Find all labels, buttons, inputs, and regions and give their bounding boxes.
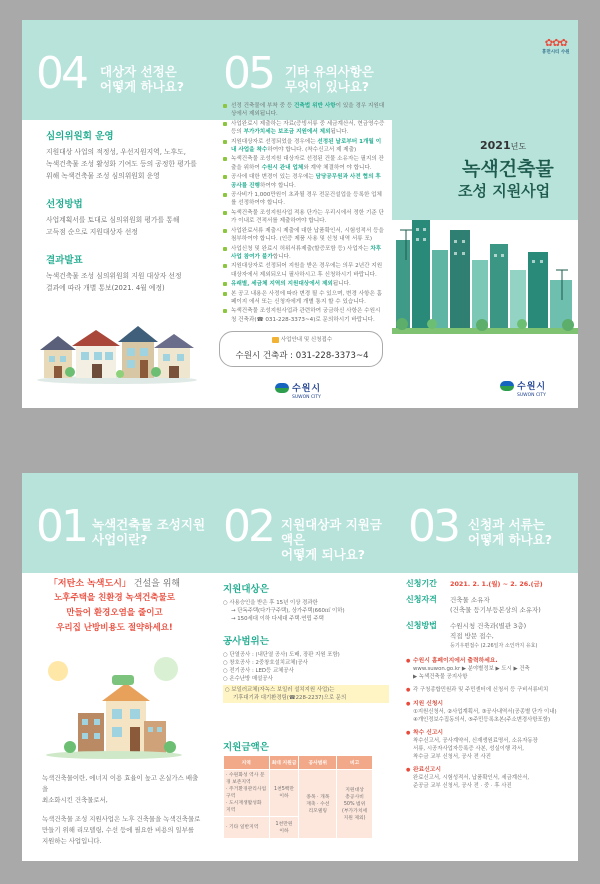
section-title: 지원대상과 지원금액은 어떻게 되나요?	[281, 517, 382, 562]
apply-method: 신청방법 수원시청 건축과(별관 3층) 직접 방문 접수, 등기우편접수 (2.26일자 소인까지 유효)	[406, 621, 538, 649]
slogan: 「저탄소 녹색도시」 건설을 위해 노후주택을 친환경 녹색건축물로 만들어 환경오염을 줄이고 우리집 난방비용도 절약하세요!	[48, 579, 181, 633]
section-number: 04	[36, 48, 86, 99]
s02-content: 지원대상은 ○ 사용승인을 받은 후 15년 이상 경과한 → 단독주택(다가구주택), 상가주택(660㎡ 이하) → 150세대 이하 다세대 주택·연립 주택 공사범위는 ○ 단열공사 : (내단열 공사) 도배, 장판 지원 포함) ○ 창호공사 : 2중창호설치교체)공사 ○ 전기공사 : LED등 교체공사 ○ 온수난방 매설공사 ○ 보일러교체(자녹스 보일러 설치지원 사업)는 기후대기과 대기환경팀(☎228-2237)으로 문의	[223, 581, 389, 703]
cover-title-2: 조성 지원사업	[458, 182, 551, 200]
people-icon: ✿✿✿	[544, 38, 567, 49]
note-item: 지원대상자로 선정되어 지원을 받은 경우에는 의무 2년간 지원대상자에서 제외되오니 필사하시고 후 신청하시기 바랍니다.	[223, 262, 385, 279]
note-item: 녹색건축물 조성지원사업 적용 단가는 우리시에서 정한 기준 단가 이내로 견적서를 제출하여야 합니다.	[223, 209, 385, 226]
contact-box	[219, 331, 383, 367]
section-title: 대상자 선정은 어떻게 하나요?	[100, 64, 185, 94]
note-item: 공사비가 1,000만원이 초과될 경우 전문건설업을 등록한 업체를 선정하여야 합니다.	[223, 191, 385, 208]
apply-qualification: 신청자격 건축물 소유자 (건축물 등기부등본상의 소유자)	[406, 595, 541, 614]
houses-illustration	[34, 316, 200, 386]
note-item: 공사에 대한 변경이 있는 경우에는 담당공무원과 사전 협의 후 공사를 진행하여야 합니다.	[223, 173, 385, 190]
docs-complete: ● 완료신고시 완료신고서, 시험성적서, 납품확인서, 세금계산서, 준공금 교부 신청서, 공사 전 · 중 · 후 사진	[406, 766, 574, 790]
note-item: 지원대상자로 선정되었을 경우에는 선정된 날로부터 1개월 이내 사업을 착수하여야 합니다. (착수신고서 제 제출)	[223, 138, 385, 155]
note-item: 유래별, 세금체 지역의 지원대상에서 제외됩니다.	[223, 280, 385, 288]
s01-description: 녹색건축물이란, 에너지 이용 효율이 높고 온실가스 배출을 최소화시킨 건축물로서, 녹색건축물 조성 지원사업은 노후 건축물을 녹색건축물로 만들기 위해 리모델링, 수선 등에 필요한 비용의 일부를 지원하는 사업입니다.	[42, 774, 201, 845]
panel-03	[392, 473, 578, 861]
notes-list	[223, 102, 385, 325]
suwon-logo: 수원시 SUWON CITY	[275, 376, 321, 400]
panel-05	[207, 20, 392, 408]
download-note: ● 수원시 홈페이지에서 출력하세요. www.suwon.go.kr ▶ 분야별정보 ▶ 도시 ▶ 건축 ▶ 녹색건축물 공지사항	[406, 657, 574, 681]
note-item: 사업완료서류 제출시 제출에 대한 납품확인서, 시험성적서 등을 첨부하여야 합니다. (인증 제품 사용 및 신청 내역 서류 포)	[223, 227, 385, 244]
section-title: 기타 유의사항은 무엇이 있나요?	[285, 64, 374, 94]
suwon-logo-mark-icon	[500, 381, 514, 391]
result-section: 결과발표 녹색건축물 조성 심의위원회 지원 대상자 선정 결과에 따라 개별 통보(2021. 4월 예정)	[46, 255, 182, 292]
section-title: 녹색건축물 조성지원 사업이란?	[92, 517, 206, 547]
s04-content	[46, 128, 206, 294]
city-illustration	[392, 200, 578, 350]
apply-period: 신청기간 2021. 2. 1.(월) ~ 2. 26.(금)	[406, 579, 543, 588]
cover-title-1: 녹색건축물	[462, 158, 554, 180]
note-item: 본 공고 내용은 사정에 따라 변경 될 수 있으며, 변경 사항은 홈페이지 에서 또는 신청자에게 개별 통지 할 수 있습니다.	[223, 290, 385, 307]
method-section: 선정방법 사업계획서를 토대로 심의위원회 평가를 통해 고득점 순으로 지원대상자 선정	[46, 199, 180, 236]
green-house-illustration	[44, 651, 184, 759]
section-number: 01	[36, 501, 86, 552]
section-number: 02	[223, 501, 273, 552]
note-item: 사업신청 및 완료시 허위서류제출(할증포함 등) 사업자는 차후 사업 참여가 불가합니다.	[223, 245, 385, 262]
note-item: 선정 건축물에 부착 중 등 건축법 위반 사항이 있을 경우 지원대상에서 제외됩니다.	[223, 102, 385, 119]
section-number: 05	[223, 48, 273, 99]
brochure-inside	[22, 473, 578, 861]
s03-content	[406, 579, 574, 790]
cover-year: 2021년도	[480, 139, 527, 152]
committee-section: 심의위원회 운영 지원대상 사업의 적정성, 우선지원지역, 노후도, 녹색건축물 조성 활성화 기여도 등의 공정한 평가를 위해 녹색건축물 조성 심의위원회 운영	[46, 131, 197, 180]
docs-apply: ● 지원 신청시 ①지원신청서, ②사업계획서, ③공사내역서(공종별 단가 이내) ④개인정보수집동의서, ⑤주민등록초본(주소변경사항포함)	[406, 700, 574, 724]
suwon-logo-mark-icon	[275, 383, 289, 393]
grant-table: 지역 최대 지원금 공사범위 비고 · 수원화성 역사 문경 보존지역 · 주거환경관리사업구역 · 도시재생활성화 지역 1천5백만 이하 종목 · 개목 재축 · 수선 리모델링 지원대상 총공사비 50% 범위 (부가가치세 지원 제외) · 기타 일반지역 1천만원 이하	[223, 755, 373, 839]
panel-01	[22, 473, 207, 861]
note-item: 사업완료시 제출하는 자료(증빙서류 중 세금계산서, 현금영수증 등의 부가가치세는 보조금 지원에서 제외됩니다.	[223, 120, 385, 137]
section-number: 03	[408, 501, 458, 552]
brochure-outside	[22, 20, 578, 408]
section-title: 신청과 서류는 어떻게 하나요?	[468, 517, 553, 547]
contact-label: 사업안내 및 신청접수	[220, 335, 384, 343]
boiler-note: ○ 보일러교체(자녹스 보일러 설치지원 사업)는 기후대기과 대기환경팀(☎228-2237)으로 문의	[223, 685, 389, 703]
envelope-icon	[272, 337, 279, 343]
cover-panel	[392, 20, 578, 408]
docs-start: ● 착수 신고시 착수신고서, 공사계약서, 신재생원료명서, 소유자동장 서류, 시공자사업자등록증 사본, 성실이행 각서, 착수금 교부 신청서, 공사 전 사진	[406, 729, 574, 761]
note-item: 녹색건축물 조성지원사업과 관련하여 궁금하신 사항은 수원시청 건축과(☎ 031-228-3373~4)로 문의하시기 바랍니다.	[223, 307, 385, 324]
office-note: ● 각 구청종합민원과 및 주민센터에 신청서 등 구비서류비치	[406, 686, 574, 694]
panel-04	[22, 20, 207, 408]
suwon-logo: 수원시 SUWON CITY	[500, 374, 546, 398]
panel-02: 02 지원대상과 지원금액은 어떻게 되나요? 지원대상은 ○ 사용승인을 받은 후 15년 이상 경과한 → 단독주택(다가구주택), 상가주택(660㎡ 이하) → 150세대 이하 다세대 주택·연립 주택 공사범위는 ○ 단열공사 : (내단열 공사) 도배, 장판 지원 포함) ○ 창호공사 : 2중창호설치교체)공사 ○ 전기공사 : LED등 교체공사 ○ 온수난방 매설공사 ○ 보일러교체(자녹스 보일러 설치지원 사업)는 기후대기과 대기환경팀(☎228-2237)으로 문의 지원금액은 지역 최대 지원금 공사범위 비고 · 수원화성 역사 문경 보존지역 · 주거환경관리사업구역 · 도시재생활성화 지역 1천5백만 이하 종목 · 개목 재축 · 수선 리모델링 지원대상 총공사비 50% 범위 (부가가치세 지원 제외) · 기타 일반지역 1천만원 이하	[207, 473, 392, 861]
contact-phone: 수원시 건축과 : 031-228-3373~4	[235, 351, 369, 361]
human-city-logo: ✿✿✿ 휴먼시티 수원	[542, 38, 570, 55]
note-item: 녹색건축물 조성지원 대상자로 선정된 건물 소유자는 필지의 잔출을 위하여 수원시 관내 업체와 계약 체결하여 야 합니다.	[223, 155, 385, 172]
